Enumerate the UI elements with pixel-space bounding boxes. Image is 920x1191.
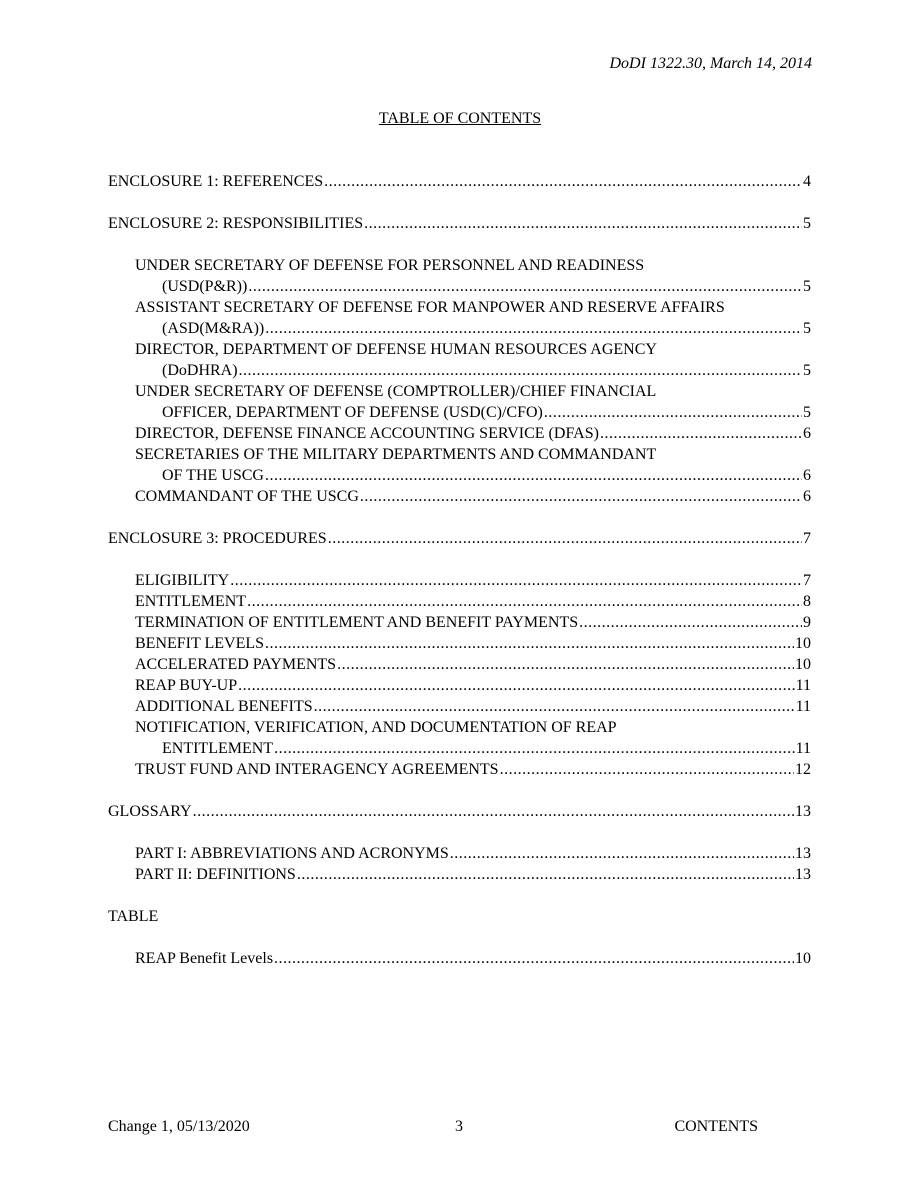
page-title xyxy=(0,109,920,129)
toc-entry-page: 13 xyxy=(795,803,811,820)
toc-leader-dots xyxy=(579,612,802,633)
toc-entry-text-cont: ENTITLEMENT xyxy=(162,740,274,757)
toc-entry-page: 10 xyxy=(795,635,811,652)
toc-entry-text: BENEFIT LEVELS xyxy=(135,635,265,652)
toc-entry-text-cont: (ASD(M&RA)) xyxy=(162,320,265,337)
toc-leader-dots xyxy=(274,738,795,759)
toc-entry-page: 13 xyxy=(795,845,811,862)
toc-entry-page: 6 xyxy=(803,425,811,442)
toc-entry-text: GLOSSARY xyxy=(108,803,192,820)
toc-leader-dots xyxy=(265,318,802,339)
toc-entry-text: COMMANDANT OF THE USCG xyxy=(135,488,359,505)
toc-entry-page: 6 xyxy=(803,467,811,484)
toc-entry-eligibility[interactable] xyxy=(108,570,811,591)
toc-entry-page: 7 xyxy=(803,530,811,547)
toc-leader-dots xyxy=(265,633,794,654)
toc-entry-page: 9 xyxy=(803,614,811,631)
toc-entry-usd-pr-cont[interactable] xyxy=(108,276,811,297)
toc-entry-text: TERMINATION OF ENTITLEMENT AND BENEFIT PAYMENTS xyxy=(135,614,579,631)
toc-leader-dots xyxy=(274,948,794,969)
toc-leader-dots xyxy=(500,759,794,780)
toc-entry-text: UNDER SECRETARY OF DEFENSE FOR PERSONNEL AND READINESS xyxy=(135,257,645,274)
toc-entry-benefit-levels[interactable] xyxy=(108,633,811,654)
toc-entry-secretaries[interactable] xyxy=(108,444,811,465)
toc-entry-page: 12 xyxy=(795,761,811,778)
toc-entry-usd-pr[interactable] xyxy=(108,255,811,276)
toc-entry-page: 7 xyxy=(803,572,811,589)
toc-entry-text: TABLE xyxy=(108,908,159,925)
toc-entry-enclosure-2[interactable] xyxy=(108,213,811,234)
toc-entry-usd-cfo[interactable] xyxy=(108,381,811,402)
toc-entry-text: UNDER SECRETARY OF DEFENSE (COMPTROLLER)/CHIEF FINANCIAL xyxy=(135,383,657,400)
toc-entry-commandant[interactable] xyxy=(108,486,811,507)
page-footer xyxy=(108,1117,758,1137)
toc-entry-page: 8 xyxy=(803,593,811,610)
toc-leader-dots xyxy=(450,843,794,864)
toc-leader-dots xyxy=(314,696,795,717)
toc-entry-dodhra[interactable] xyxy=(108,339,811,360)
toc-entry-text-cont: (DoDHRA) xyxy=(162,362,238,379)
table-of-contents xyxy=(108,171,811,969)
page-title-text: TABLE OF CONTENTS xyxy=(378,110,542,127)
toc-leader-dots xyxy=(337,654,794,675)
toc-entry-page: 10 xyxy=(795,656,811,673)
toc-entry-notification-cont[interactable] xyxy=(108,738,811,759)
toc-leader-dots xyxy=(600,423,802,444)
toc-leader-dots xyxy=(324,171,802,192)
toc-entry-page: 13 xyxy=(795,866,811,883)
toc-leader-dots xyxy=(265,465,802,486)
toc-leader-dots xyxy=(364,213,802,234)
toc-entry-text: ACCELERATED PAYMENTS xyxy=(135,656,337,673)
toc-leader-dots xyxy=(360,486,802,507)
toc-leader-dots xyxy=(328,528,802,549)
toc-entry-text: NOTIFICATION, VERIFICATION, AND DOCUMENTATION OF REAP xyxy=(135,719,617,736)
toc-entry-usd-cfo-cont[interactable] xyxy=(108,402,811,423)
toc-entry-secretaries-cont[interactable] xyxy=(108,465,811,486)
toc-entry-text: PART II: DEFINITIONS xyxy=(135,866,296,883)
toc-entry-text: ASSISTANT SECRETARY OF DEFENSE FOR MANPOWER AND RESERVE AFFAIRS xyxy=(135,299,725,316)
toc-entry-enclosure-3[interactable] xyxy=(108,528,811,549)
toc-entry-abbreviations[interactable] xyxy=(108,843,811,864)
toc-leader-dots xyxy=(247,591,802,612)
toc-entry-page: 11 xyxy=(795,698,811,715)
toc-entry-text: REAP BUY-UP xyxy=(135,677,238,694)
toc-entry-text: DIRECTOR, DEFENSE FINANCE ACCOUNTING SERVICE (DFAS) xyxy=(135,425,599,442)
toc-entry-text: ENTITLEMENT xyxy=(135,593,247,610)
toc-leader-dots xyxy=(544,402,802,423)
toc-entry-page: 5 xyxy=(803,404,811,421)
toc-entry-text: DIRECTOR, DEPARTMENT OF DEFENSE HUMAN RESOURCES AGENCY xyxy=(135,341,657,358)
toc-entry-text: TRUST FUND AND INTERAGENCY AGREEMENTS xyxy=(135,761,499,778)
footer-page-number: 3 xyxy=(455,1118,463,1135)
toc-entry-asd-mra-cont[interactable] xyxy=(108,318,811,339)
toc-entry-page: 6 xyxy=(803,488,811,505)
toc-entry-page: 5 xyxy=(803,278,811,295)
toc-entry-page: 5 xyxy=(803,215,811,232)
toc-entry-text: ENCLOSURE 2: RESPONSIBILITIES xyxy=(108,215,364,232)
toc-entry-entitlement[interactable] xyxy=(108,591,811,612)
toc-entry-accelerated-payments[interactable] xyxy=(108,654,811,675)
toc-entry-page: 11 xyxy=(795,677,811,694)
toc-leader-dots xyxy=(193,801,794,822)
footer-section: CONTENTS xyxy=(674,1118,758,1135)
toc-entry-text: PART I: ABBREVIATIONS AND ACRONYMS xyxy=(135,845,449,862)
toc-entry-text: SECRETARIES OF THE MILITARY DEPARTMENTS AND COMMANDANT xyxy=(135,446,657,463)
toc-entry-page: 10 xyxy=(795,950,811,967)
document-reference: DoDI 1322.30, March 14, 2014 xyxy=(609,55,812,72)
toc-leader-dots xyxy=(239,360,802,381)
toc-entry-trust-fund[interactable] xyxy=(108,759,811,780)
toc-heading-table xyxy=(108,906,811,927)
toc-entry-dodhra-cont[interactable] xyxy=(108,360,811,381)
toc-entry-dfas[interactable] xyxy=(108,423,811,444)
toc-entry-page: 5 xyxy=(803,320,811,337)
toc-leader-dots xyxy=(248,276,802,297)
toc-entry-text: ENCLOSURE 1: REFERENCES xyxy=(108,173,324,190)
footer-change: Change 1, 05/13/2020 xyxy=(108,1118,250,1135)
toc-entry-text: REAP Benefit Levels xyxy=(135,950,274,967)
toc-leader-dots xyxy=(238,675,795,696)
toc-entry-page: 4 xyxy=(803,173,811,190)
toc-leader-dots xyxy=(230,570,802,591)
toc-entry-definitions[interactable] xyxy=(108,864,811,885)
toc-entry-termination[interactable] xyxy=(108,612,811,633)
toc-entry-reap-benefit-levels[interactable] xyxy=(108,948,811,969)
toc-entry-enclosure-1[interactable] xyxy=(108,171,811,192)
toc-entry-glossary[interactable] xyxy=(108,801,811,822)
toc-entry-text-cont: (USD(P&R)) xyxy=(162,278,248,295)
toc-entry-reap-buy-up[interactable] xyxy=(108,675,811,696)
toc-entry-text-cont: OFFICER, DEPARTMENT OF DEFENSE (USD(C)/CFO) xyxy=(162,404,543,421)
toc-entry-additional-benefits[interactable] xyxy=(108,696,811,717)
toc-entry-page: 11 xyxy=(795,740,811,757)
toc-entry-page: 5 xyxy=(803,362,811,379)
toc-entry-asd-mra[interactable] xyxy=(108,297,811,318)
toc-entry-text: ELIGIBILITY xyxy=(135,572,230,589)
toc-entry-text: ENCLOSURE 3: PROCEDURES xyxy=(108,530,327,547)
toc-entry-text: ADDITIONAL BENEFITS xyxy=(135,698,313,715)
toc-entry-notification[interactable] xyxy=(108,717,811,738)
toc-entry-text-cont: OF THE USCG xyxy=(162,467,264,484)
toc-leader-dots xyxy=(297,864,794,885)
